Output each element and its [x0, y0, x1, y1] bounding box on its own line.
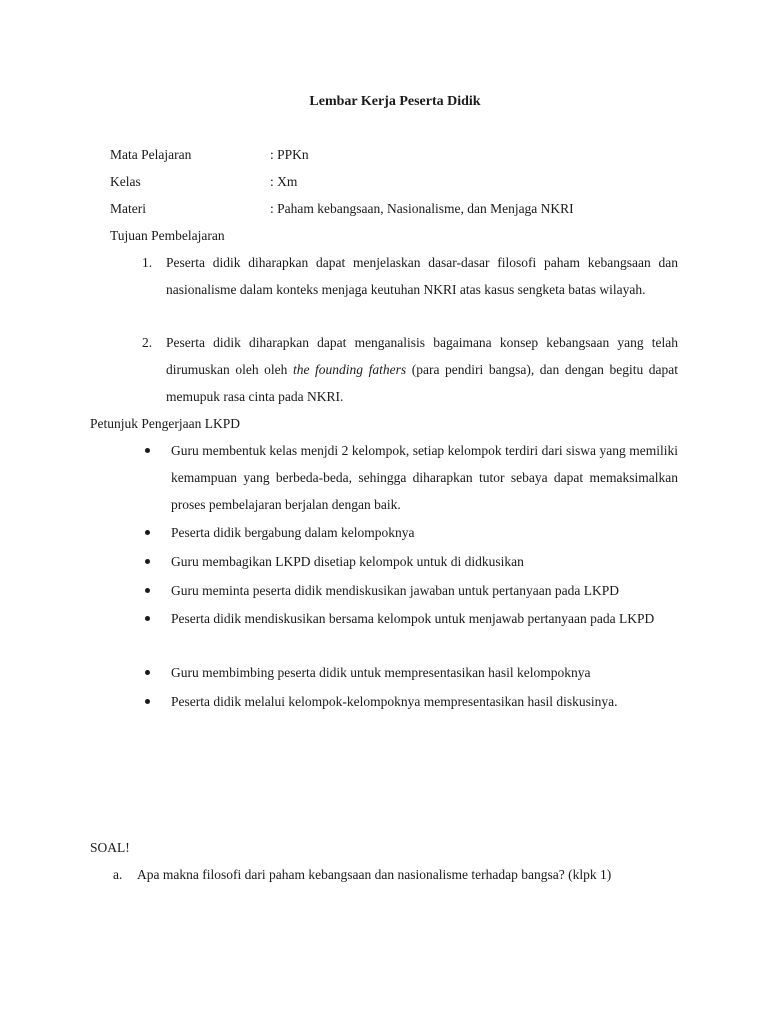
meta-label: Mata Pelajaran: [110, 147, 192, 162]
meta-value: : Xm: [270, 174, 298, 189]
objective-text: (para pendiri bangsa), dan dengan begitu dapat memupuk rasa cinta pada NKRI.: [166, 362, 679, 404]
question-letter: a.: [113, 867, 123, 882]
bullet-icon: [145, 588, 150, 593]
instruction-item: Guru membagikan LKPD disetiap kelompok untuk di didkusikan: [171, 554, 524, 569]
tujuan-heading: Tujuan Pembelajaran: [110, 228, 225, 243]
instruction-item: Peserta didik bergabung dalam kelompoknya: [171, 525, 415, 540]
page-title: Lembar Kerja Peserta Didik: [309, 94, 481, 109]
objective-number: 1.: [142, 255, 153, 270]
instruction-item: Guru membimbing peserta didik untuk mempresentasikan hasil kelompoknya: [171, 665, 591, 680]
bullet-icon: [145, 616, 150, 621]
bullet-icon: [145, 559, 150, 564]
meta-label: Kelas: [110, 174, 141, 189]
objective-number: 2.: [142, 335, 153, 350]
bullet-icon: [145, 670, 150, 675]
meta-value: : PPKn: [270, 147, 309, 162]
soal-heading: SOAL!: [90, 840, 130, 855]
petunjuk-heading: Petunjuk Pengerjaan LKPD: [90, 416, 240, 431]
instruction-item: Peserta didik mendiskusikan bersama kelompok untuk menjawab pertanyaan pada LKPD: [171, 611, 655, 626]
objective-italic-text: the founding fathers: [292, 362, 407, 377]
objective-item: Peserta didik diharapkan dapat menjelaskan dasar-dasar filosofi paham kebangsaan dan nasionalisme dalam konteks menjaga keutuhan NKRI atas kasus sengketa batas wilayah.: [166, 255, 678, 297]
bullet-icon: [145, 530, 150, 535]
bullet-icon: [145, 699, 150, 704]
instruction-item: Guru membentuk kelas menjdi 2 kelompok, setiap kelompok terdiri dari siswa yang memiliki kemampuan yang berbeda-beda, sehingga diharapkan tutor sebaya dapat memaksimalkan proses pembelajaran berjalan dengan baik.: [171, 443, 678, 512]
instruction-item: Guru meminta peserta didik mendiskusikan jawaban untuk pertanyaan pada LKPD: [171, 583, 620, 598]
meta-label: Materi: [110, 201, 146, 216]
meta-value: : Paham kebangsaan, Nasionalisme, dan Menjaga NKRI: [270, 201, 574, 216]
question-text: Apa makna filosofi dari paham kebangsaan dan nasionalisme terhadap bangsa? (klpk 1): [137, 867, 612, 882]
bullet-icon: [145, 448, 150, 453]
objective-text: Peserta didik diharapkan dapat menganalisis bagaimana konsep kebangsaan yang telah dirumuskan oleh oleh: [166, 335, 678, 377]
instruction-item: Peserta didik melalui kelompok-kelompoknya mempresentasikan hasil diskusinya.: [171, 694, 618, 709]
objective-item: [166, 329, 678, 410]
